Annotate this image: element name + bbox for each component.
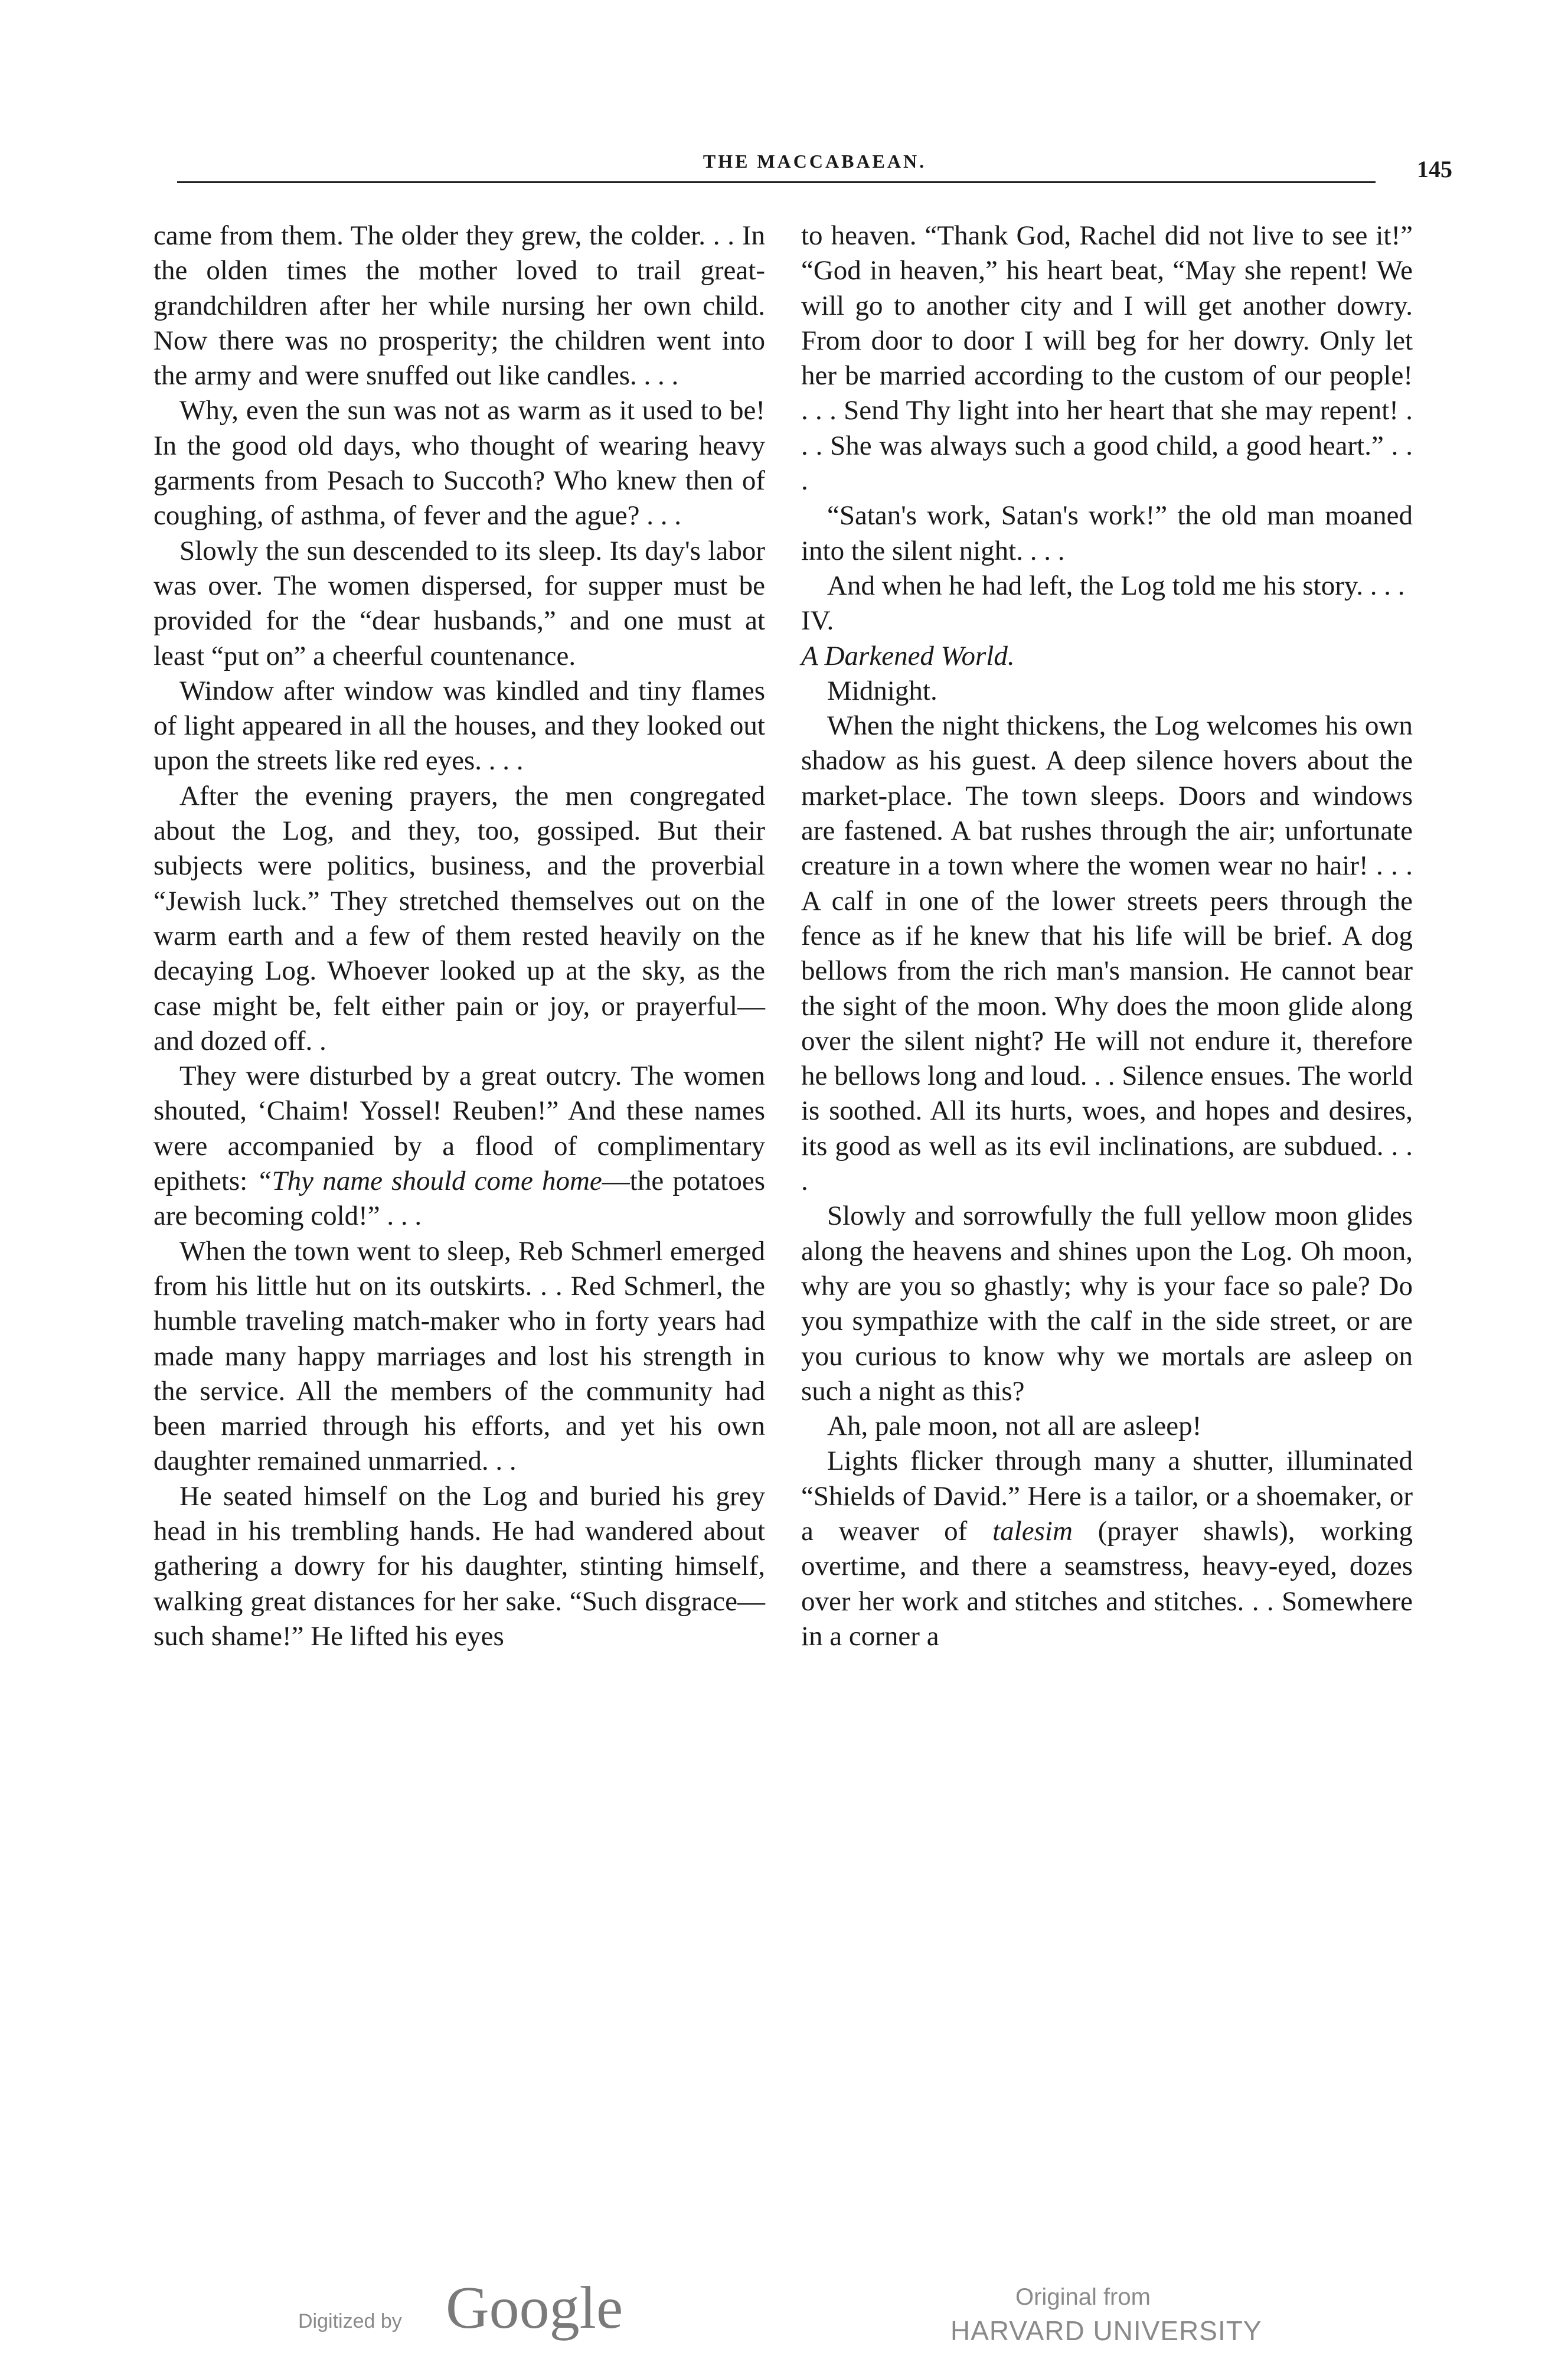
paragraph: Slowly and sorrowfully the full yellow moon glides along the heavens and shines upon the Log. Oh moon, why are you so ghastly; why is your face so pale? Do you sympathize with the calf in the side street, or are you curious to know why we mortals are asleep on such a night as this? — [801, 1200, 1413, 1407]
paragraph: “Satan's work, Satan's work!” the old man moaned into the silent night. . . . — [801, 500, 1413, 566]
paragraph: Window after window was kindled and tiny flames of light appeared in all the houses, and they looked out upon the streets like red eyes. . . . — [153, 675, 765, 777]
paragraph: After the evening prayers, the men congregated about the Log, and they, too, gossiped. But their subjects were politics, business, and the proverbial “Jewish luck.” They stretched themselves out on the warm earth and a few of them rested heavily on the decaying Log. Whoever looked up at the sky, as the case might be, felt either pain or joy, or prayerful—and dozed off. . — [153, 780, 765, 1056]
paragraph: Midnight. — [827, 675, 937, 706]
paragraph-outcry — [153, 1059, 765, 1234]
header-rule — [177, 181, 1376, 183]
paragraph: Why, even the sun was not as warm as it used to be! In the good old days, who thought of wearing heavy garments from Pesach to Succoth? Who knew then of coughing, of asthma, of fever and the ague? . . . — [153, 395, 765, 531]
quote-italic: “Thy name should come home — [256, 1166, 602, 1197]
paragraph: And when he had left, the Log told me his story. . . . — [827, 570, 1405, 601]
page-number: 145 — [1417, 156, 1452, 182]
paragraph: He seated himself on the Log and buried his grey head in his trembling hands. He had wandered about gathering a dowry for his daughter, stinting himself, walking great distances for her sake. “Such disgrace—such shame!” He lifted his eyes — [153, 1480, 765, 1652]
digitization-footer — [0, 2238, 1568, 2356]
digitized-by-label: Digitized by — [298, 2310, 402, 2332]
talesim-italic: talesim — [992, 1515, 1073, 1547]
original-from-label: Original from — [1015, 2284, 1151, 2310]
paragraph: Slowly the sun descended to its sleep. Its day's labor was over. The women dispersed, for supper must be provided for the “dear husbands,” and one must at least “put on” a cheerful countenance. — [153, 535, 765, 671]
paragraph: to heaven. “Thank God, Rachel did not live to see it!” “God in heaven,” his heart beat, “May she repent! We will go to another city and I will get another dowry. From door to door I will beg for her dowry. Only let her be married according to the custom of our people! . . . Send Thy light into her heart that she may repent! . . . She was always such a good child, a good heart.” . . . — [801, 220, 1413, 497]
paragraph: Ah, pale moon, not all are asleep! — [827, 1411, 1202, 1442]
lights-before: Lights flicker through many a shutter, illuminated “Shields of David.” Here is a tailor, or a shoemaker, or a weaver of — [801, 1446, 1413, 1547]
outcry-text: They were disturbed by a great outcry. The women shouted, ‘Chaim! Yossel! Reuben!” And these names were accompanied by a flood of complimentary epithets: — [153, 1061, 765, 1197]
running-head: THE MACCABAEAN. — [703, 151, 927, 172]
left-column — [153, 218, 765, 1654]
harvard-label: HARVARD UNIVERSITY — [950, 2315, 1262, 2346]
paragraph: came from them. The older they grew, the colder. . . In the olden times the mother loved to trail great-grandchildren after her while nursing her own child. Now there was no prosperity; the children went into the army and were snuffed out like candles. . . . — [153, 220, 765, 392]
paragraph-lights — [801, 1444, 1413, 1654]
section-number: IV. — [801, 605, 834, 637]
section-title: A Darkened World. — [801, 640, 1015, 671]
page-header — [177, 151, 1452, 186]
quote-rest: —the potatoes are becoming cold!” . . . — [153, 1166, 765, 1232]
paragraph: When the night thickens, the Log welcomes his own shadow as his guest. A deep silence hovers about the market-place. The town sleeps. Doors and windows are fastened. A bat rushes through the air; unfortunate creature in a town where the women wear no hair! . . . A calf in one of the lower streets peers through the fence as if he knew that his life will be brief. A dog bellows from the rich man's mansion. He cannot bear the sight of the moon. Why does the moon glide along over the silent night? He will not endure it, therefore he bellows long and loud. . . Silence ensues. The world is soothed. All its hurts, woes, and hopes and desires, its good as well as its evil inclinations, are subdued. . . . — [801, 710, 1413, 1197]
paragraph: When the town went to sleep, Reb Schmerl emerged from his little hut on its outskirts. . . Red Schmerl, the humble traveling match-maker who in forty years had made many happy marriages and lost his strength in the service. All the members of the community had been married through his efforts, and yet his own daughter remained unmarried. . . — [153, 1235, 765, 1477]
google-logo: Google — [446, 2275, 623, 2341]
right-column — [801, 218, 1413, 1654]
lights-after: (prayer shawls), working overtime, and there a seamstress, heavy-eyed, dozes over her work and stitches and stitches. . . Somewhere in a corner a — [801, 1515, 1413, 1652]
